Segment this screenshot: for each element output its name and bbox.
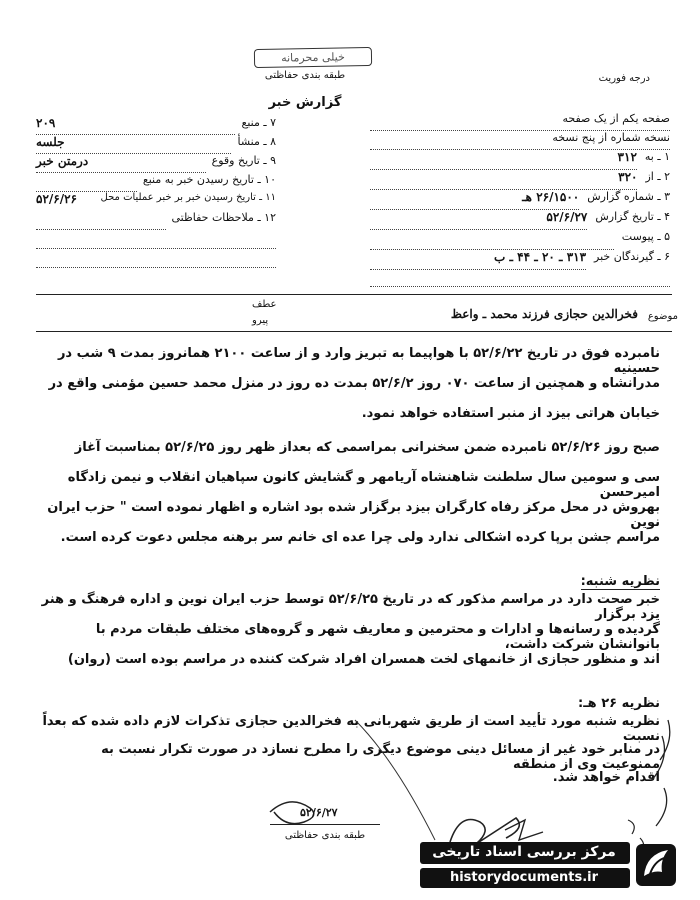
field-attachment: ۵ ـ پیوست [370,230,670,250]
field-recipients: ۶ ـ گیرندگان خبر ۳۱۳ ـ ۲۰ ـ ۴۴ ـ ب [370,250,670,270]
analysis-line: خبر صحت دارد در مراسم مذکور که در تاریخ ۵۲/۶/۲۵ توسط حزب ایران نوین و اداره فرهنگ و هنر یزد برگزار [41,592,660,622]
signature-date: ۵۲/۶/۲۷ [300,806,338,819]
subject-reference: عطف [252,299,277,310]
watermark-name: مرکز بررسی اسناد تاریخی [432,844,616,860]
subject-label: موضوع [647,311,678,322]
field-source: ۷ ـ منبع ۲۰۹ [36,116,276,135]
body-line: نامبرده فوق در تاریخ ۵۲/۶/۲۲ با هواپیما به تبریز وارد و از ساعت ۲۱۰۰ همانروز بمدت ۹ شب در حسینیه [57,346,660,376]
body-line: بهروش در محل مرکز رفاه کارگران بیزد برگزار شده بود اشاره و اظهار نموده است " حزب ایران نوین [47,500,660,530]
opinion-line: اقدام خواهد شد. [552,770,660,785]
field-to: ۱ ـ به ۳۱۲ [370,150,670,170]
watermark [420,838,680,896]
analysis-title: نظریه شنبه: [580,574,660,589]
opinion-title: نظریه ۲۶ هـ: [578,696,660,711]
watermark-url: historydocuments.ir [449,870,599,885]
classification-bottom: طبقه بندی حفاظتی [284,830,366,841]
subject-followup: پیرو [252,315,269,326]
body-line: سی و سومین سال سلطنت شاهنشاه آریامهر و گشایش کانون سپاهیان انقلاب و نیمن زادگاه امیرحسن [67,470,660,500]
signature-scribble [505,820,543,840]
field-from: ۲ ـ از ۳۲۰ [370,170,670,190]
field-security-notes: ۱۲ ـ ملاحظات حفاظتی [36,211,276,230]
field-origin: ۸ ـ منشأ جلسه [36,135,276,154]
field-report-number: ۳ ـ شماره گزارش ۲۶/۱۵۰۰ هـ [370,190,670,210]
field-news-to-source-date: ۱۰ ـ تاریخ رسیدن خبر به منبع [36,173,276,192]
bottom-divider [270,824,380,825]
priority-label: درجه فوریت [598,73,650,84]
field-event-date: ۹ ـ تاریخ وقوع درمتن خبر [36,154,276,173]
copy-line: نسخه شماره از پنج نسخه [370,131,670,150]
page-line: صفحه یکم از یک صفحه [370,112,670,131]
body-line: مراسم جشن برپا کرده اشکالی ندارد ولی چرا عده ای خانم سر برهنه مجلس دعوت کرده است. [60,530,660,545]
classification-top: طبقه بندی حفاظتی [264,70,346,81]
body-line: صبح روز ۵۲/۶/۲۶ نامبرده ضمن سخنرانی بمراسمی که بعداز ظهر روز ۵۲/۶/۲۵ بمناسبت آغاز [74,440,660,455]
annotation-line [355,720,435,840]
archive-logo-icon [634,840,678,890]
analysis-line: گردیده و رسانه‌ها و ادارات و محترمین و معاریف شهر و گروه‌های مختلف طبقات مردم با بانوانشان شرکت داشت، [95,622,660,652]
opinion-line: در منابر خود غیر از مسائل دینی موضوع دیگری را مطرح نسازد در صورت تکرار نسبت به ممنوعیت وی از منطقه [101,742,660,772]
opinion-line: نظریه شنبه مورد تأیید است از طریق شهربانی به فخرالدین حجازی تذکرات لازم داده شده که بعداً نسبت [42,714,660,744]
margin-scribble [652,720,670,826]
body-line: مدرانشاه و همچنین از ساعت ۰۷۰ روز ۵۲/۶/۲ بمدت ده روز در منزل محمد حسین مؤمنی واقع در [48,376,660,391]
classification-stamp-text: خیلی محرمانه [281,50,345,65]
document-title: گزارش خبر [268,95,342,110]
subject-text: فخرالدین حجازی فرزند محمد ـ واعظ [450,307,638,321]
analysis-line: اند و منظور حجازی از خانمهای لخت همسران افراد شرکت کننده در مراسم بوده است (روان) [67,652,660,667]
field-news-receipt-date: ۱۱ ـ تاریخ رسیدن خبر بر خبر عملیات محل ۵۲/۶/۲۶ [36,192,276,206]
field-report-date: ۴ ـ تاریخ گزارش ۵۲/۶/۲۷ [370,210,670,230]
body-line: خیابان هراتی بیزد از منبر استفاده خواهد نمود. [361,406,660,421]
